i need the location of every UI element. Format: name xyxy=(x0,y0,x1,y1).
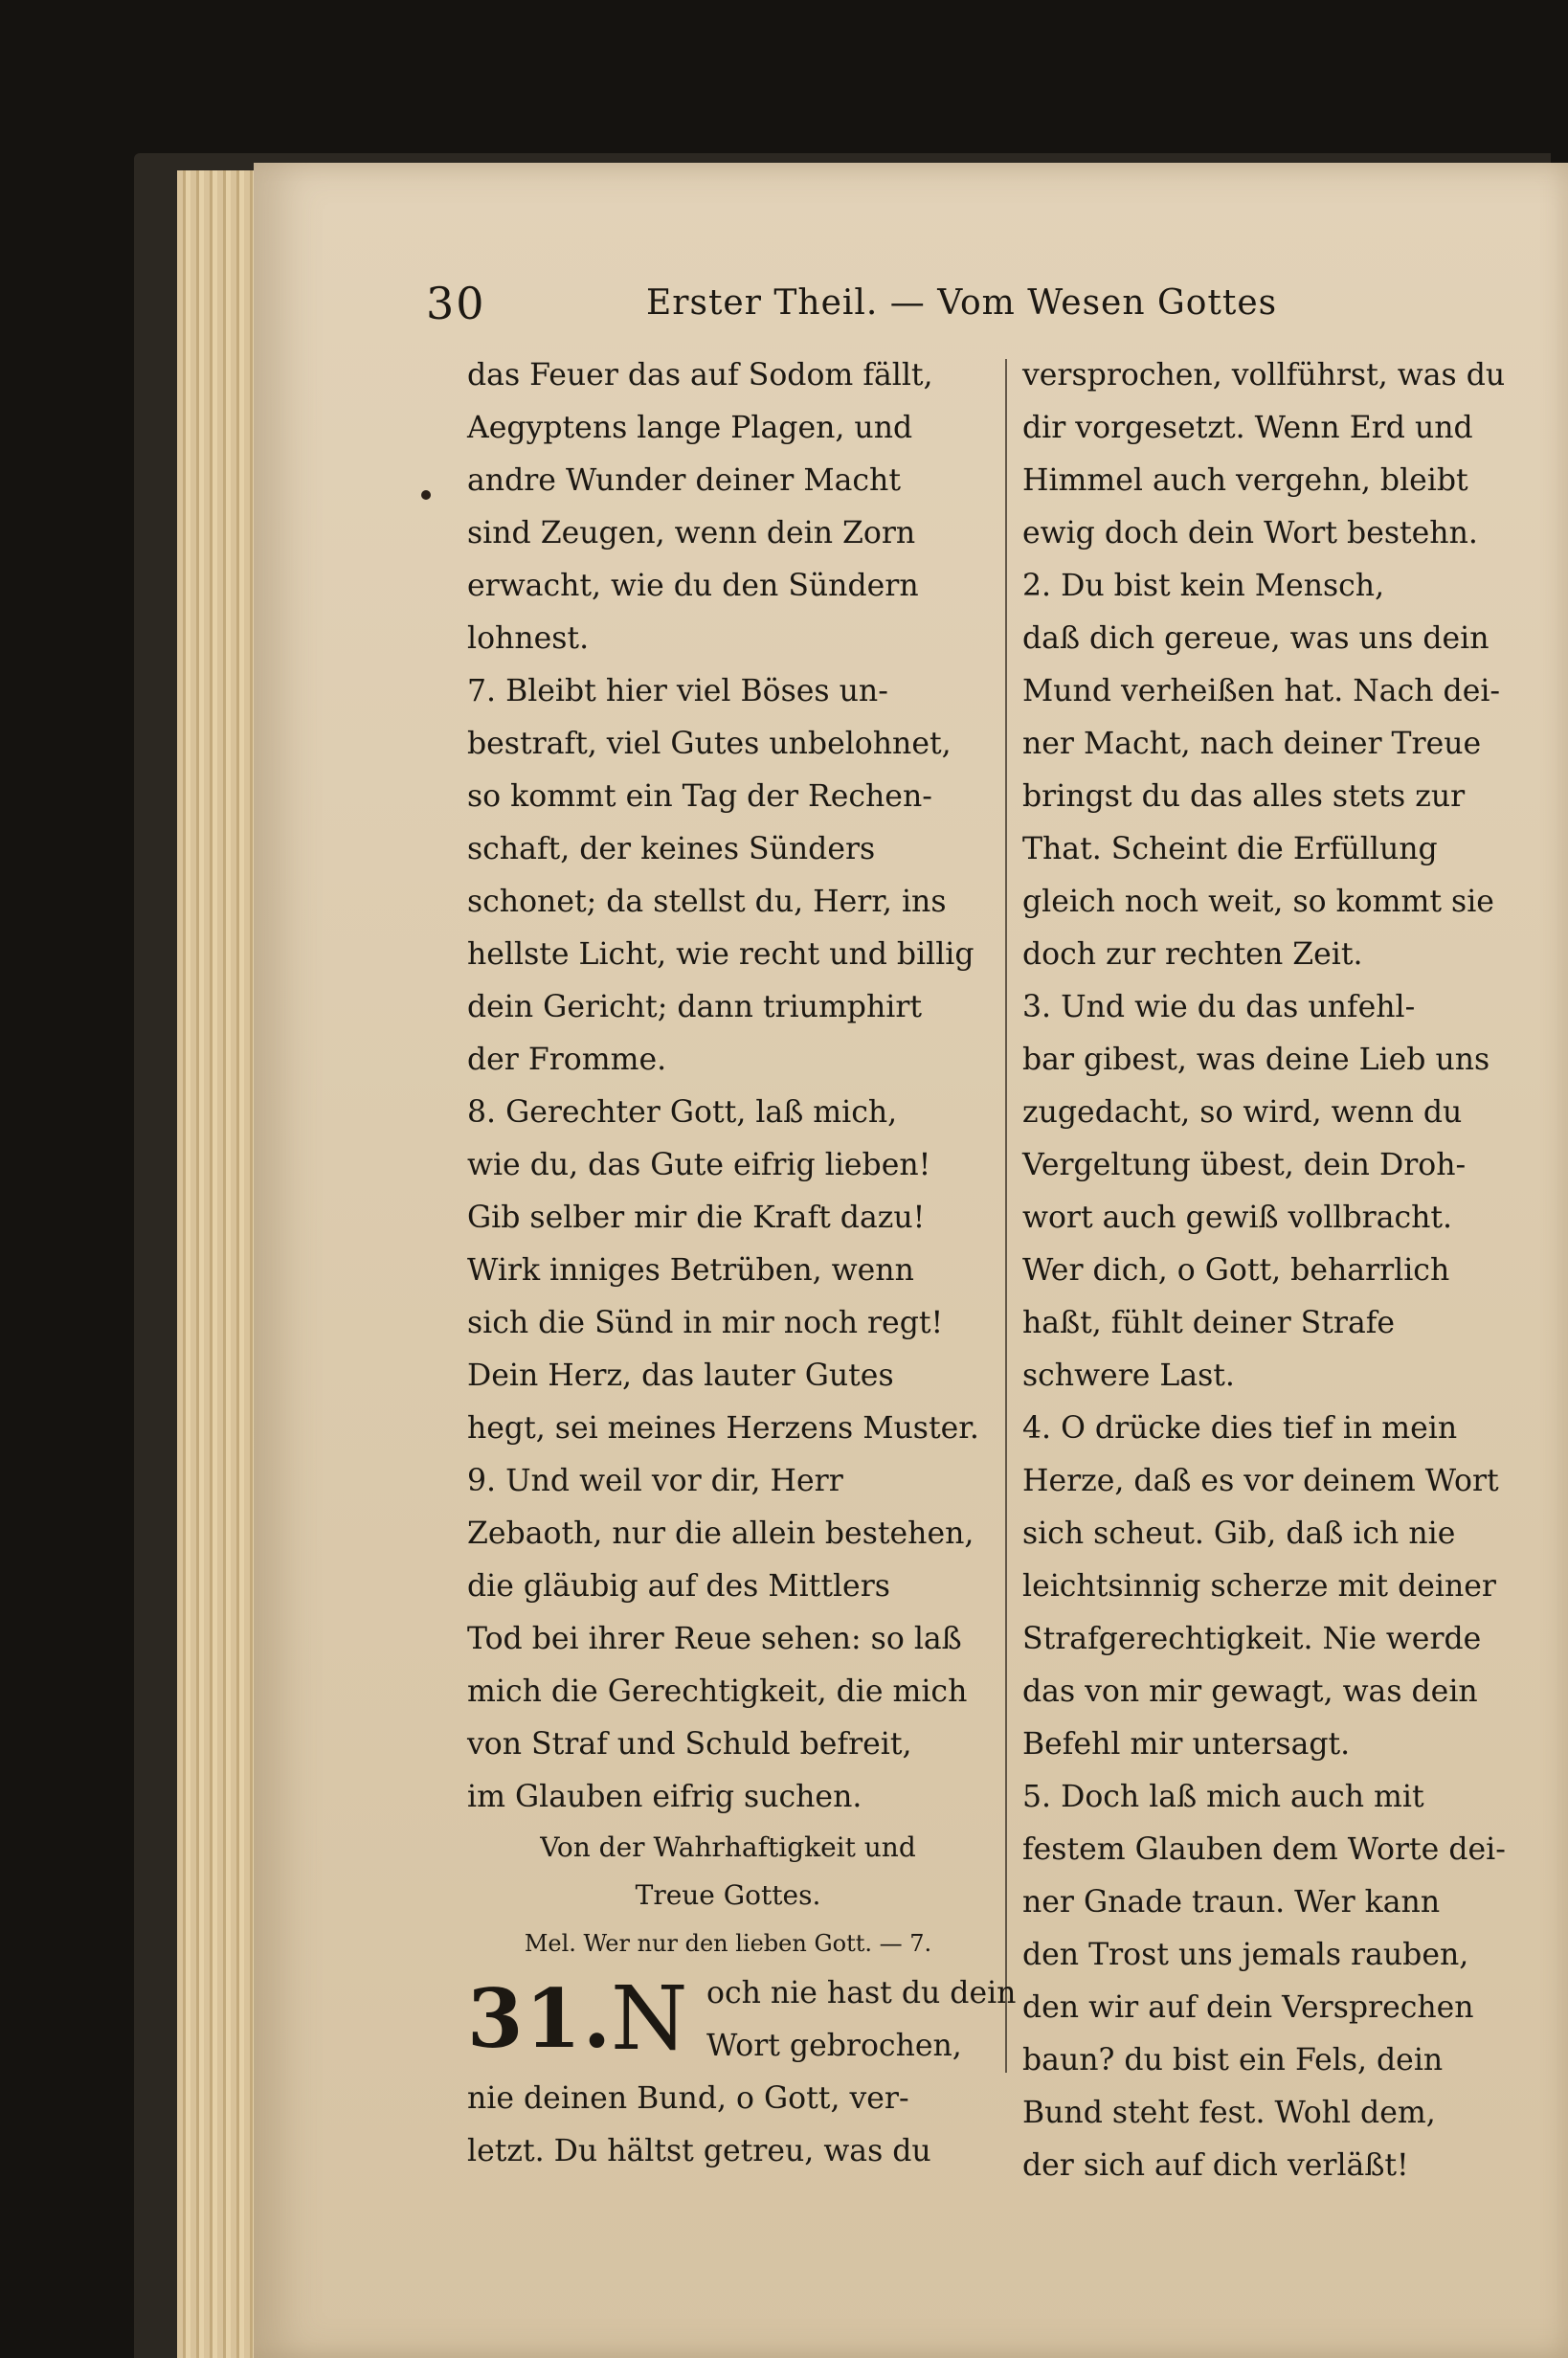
right-column xyxy=(1022,349,1549,2192)
text-line: 8. Gerechter Gott, laß mich, xyxy=(467,1095,898,1130)
text-line: Mund verheißen hat. Nach dei- xyxy=(1022,674,1501,708)
hymn-start xyxy=(467,1967,1017,2073)
text-line: bestraft, viel Gutes unbelohnet, xyxy=(467,727,952,761)
text-line: 5. Doch laß mich auch mit xyxy=(1022,1780,1424,1814)
hymn-second-line: Wort gebrochen, xyxy=(706,2029,962,2063)
left-text-block xyxy=(467,349,989,1824)
text-line: Himmel auch vergehn, bleibt xyxy=(1022,463,1468,498)
section-heading-continued: Treue Gottes. xyxy=(635,1879,821,1911)
text-line: den wir auf dein Versprechen xyxy=(1022,1990,1474,2025)
text-line: Strafgerechtigkeit. Nie werde xyxy=(1022,1622,1482,1656)
running-head xyxy=(426,278,1489,345)
text-line: der sich auf dich verläßt! xyxy=(1022,2148,1409,2183)
text-line: letzt. Du hältst getreu, was du xyxy=(467,2134,931,2168)
text-line: das Feuer das auf Sodom fällt, xyxy=(467,358,933,393)
text-line: sich die Sünd in mir noch regt! xyxy=(467,1306,944,1340)
text-line: ner Macht, nach deiner Treue xyxy=(1022,727,1482,761)
section-heading: Von der Wahrhaftigkeit und xyxy=(540,1831,916,1863)
text-line: Vergeltung übest, dein Droh- xyxy=(1022,1148,1467,1182)
running-title: Erster Theil. — Vom Wesen Gottes xyxy=(646,283,1278,323)
text-line: den Trost uns jemals rauben, xyxy=(1022,1938,1469,1972)
text-line: Bund steht fest. Wohl dem, xyxy=(1022,2096,1436,2130)
text-line: hegt, sei meines Herzens Muster. xyxy=(467,1411,979,1446)
melody-reference: Mel. Wer nur den lieben Gott. — 7. xyxy=(524,1930,932,1957)
text-line: baun? du bist ein Fels, dein xyxy=(1022,2043,1444,2077)
text-line: der Fromme. xyxy=(467,1043,667,1077)
text-line: lohnest. xyxy=(467,621,590,656)
text-line: im Glauben eifrig suchen. xyxy=(467,1780,862,1814)
hymn-number: 31. xyxy=(467,1971,614,2066)
column-divider xyxy=(1005,359,1007,2073)
text-line: Tod bei ihrer Reue sehen: so laß xyxy=(467,1622,962,1656)
text-line: Gib selber mir die Kraft dazu! xyxy=(467,1201,926,1235)
text-line: dein Gericht; dann triumphirt xyxy=(467,990,923,1024)
text-line: 7. Bleibt hier viel Böses un- xyxy=(467,674,888,708)
text-line: dir vorgesetzt. Wenn Erd und xyxy=(1022,411,1473,445)
text-line: mich die Gerechtigkeit, die mich xyxy=(467,1674,968,1709)
drop-cap: N xyxy=(611,1967,688,2070)
text-line: 2. Du bist kein Mensch, xyxy=(1022,569,1385,603)
text-line: schonet; da stellst du, Herr, ins xyxy=(467,885,947,919)
text-line: bar gibest, was deine Lieb uns xyxy=(1022,1043,1490,1077)
left-text-block-end xyxy=(467,2073,989,2178)
text-line: 4. O drücke dies tief in mein xyxy=(1022,1411,1458,1446)
text-line: Wer dich, o Gott, beharrlich xyxy=(1022,1253,1450,1288)
text-line: ewig doch dein Wort bestehn. xyxy=(1022,516,1478,550)
text-line: sich scheut. Gib, daß ich nie xyxy=(1022,1516,1456,1551)
text-line: schaft, der keines Sünders xyxy=(467,832,876,866)
margin-mark xyxy=(421,490,431,500)
text-line: Aegyptens lange Plagen, und xyxy=(467,411,913,445)
text-line: Wirk inniges Betrüben, wenn xyxy=(467,1253,914,1288)
text-line: leichtsinnig scherze mit deiner xyxy=(1022,1569,1496,1604)
text-line: von Straf und Schuld befreit, xyxy=(467,1727,912,1762)
text-line: 9. Und weil vor dir, Herr xyxy=(467,1464,843,1498)
text-line: die gläubig auf des Mittlers xyxy=(467,1569,890,1604)
text-line: Zebaoth, nur die allein bestehen, xyxy=(467,1516,974,1551)
text-line: haßt, fühlt deiner Strafe xyxy=(1022,1306,1396,1340)
text-line: das von mir gewagt, was dein xyxy=(1022,1674,1478,1709)
text-line: hellste Licht, wie recht und billig xyxy=(467,937,974,972)
text-line: zugedacht, so wird, wenn du xyxy=(1022,1095,1463,1130)
hymn-first-line: och nie hast du dein xyxy=(706,1976,1017,2010)
left-column xyxy=(467,349,1017,2178)
text-line: Herze, daß es vor deinem Wort xyxy=(1022,1464,1499,1498)
text-line: ner Gnade traun. Wer kann xyxy=(1022,1885,1441,1920)
page-number: 30 xyxy=(426,278,486,329)
text-line: andre Wunder deiner Macht xyxy=(467,463,901,498)
text-line: schwere Last. xyxy=(1022,1359,1235,1393)
text-line: sind Zeugen, wenn dein Zorn xyxy=(467,516,916,550)
right-text-block xyxy=(1022,349,1549,2192)
text-line: versprochen, vollführst, was du xyxy=(1022,358,1506,393)
text-line: That. Scheint die Erfüllung xyxy=(1022,832,1438,866)
text-line: so kommt ein Tag der Rechen- xyxy=(467,779,932,814)
text-line: wie du, das Gute eifrig lieben! xyxy=(467,1148,931,1182)
text-line: nie deinen Bund, o Gott, ver- xyxy=(467,2081,909,2116)
text-line: festem Glauben dem Worte dei- xyxy=(1022,1832,1506,1867)
text-line: gleich noch weit, so kommt sie xyxy=(1022,885,1494,919)
text-line: wort auch gewiß vollbracht. xyxy=(1022,1201,1453,1235)
text-line: 3. Und wie du das unfehl- xyxy=(1022,990,1416,1024)
text-line: daß dich gereue, was uns dein xyxy=(1022,621,1490,656)
text-line: doch zur rechten Zeit. xyxy=(1022,937,1363,972)
text-line: Befehl mir untersagt. xyxy=(1022,1727,1351,1762)
text-line: Dein Herz, das lauter Gutes xyxy=(467,1359,894,1393)
text-line: bringst du das alles stets zur xyxy=(1022,779,1466,814)
text-line: erwacht, wie du den Sündern xyxy=(467,569,919,603)
